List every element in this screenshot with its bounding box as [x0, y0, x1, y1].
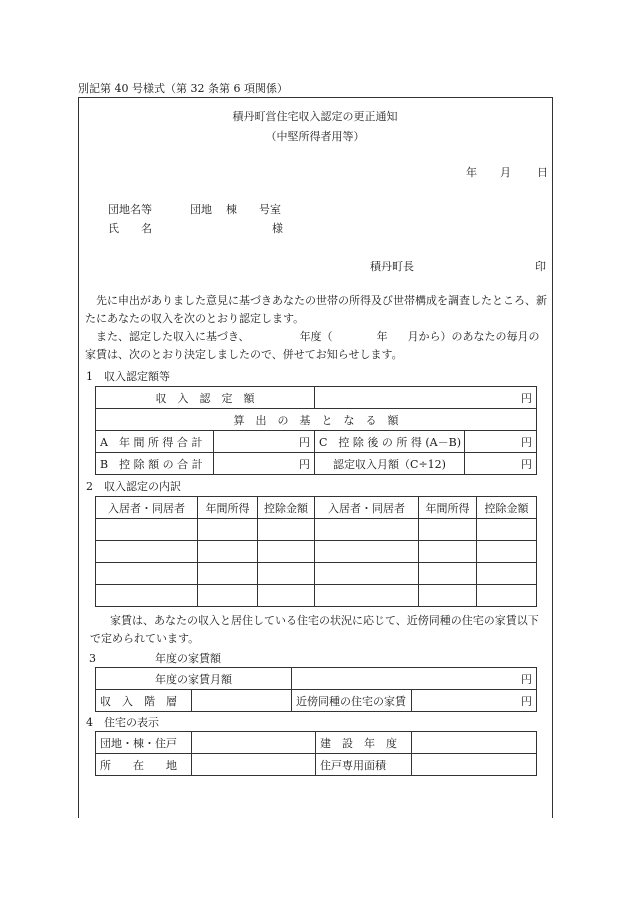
- section4-heading: 4 住宅の表示: [86, 716, 159, 729]
- deduction-total-yen: 円: [214, 453, 315, 475]
- breakdown-table: [95, 496, 537, 607]
- room-label: 号室: [259, 203, 281, 216]
- table-row: [96, 519, 537, 541]
- location-value: [192, 754, 316, 776]
- paragraph-rent: また、認定した収入に基づき、 年度（ 年 月から）のあなたの毎月の家賃は、次のとおり決定しましたので、併せてお知らせします。: [85, 330, 540, 361]
- date-year: 年: [466, 166, 477, 179]
- location-label: 所 在 地: [96, 754, 192, 776]
- column-header: 年間所得: [419, 497, 477, 519]
- rent-note: 家賃は、あなたの収入と居住している住宅の状況に応じて、近傍同種の住宅の家賃以下で定められています。: [90, 614, 539, 645]
- floor-area-label: 住戸専用面積: [316, 754, 412, 776]
- column-header: 入居者・同居者: [315, 497, 419, 519]
- monthly-rent-label: 年度の家賃月額: [96, 668, 292, 690]
- floor-area-value: [412, 754, 537, 776]
- complex-suffix: 団地: [190, 203, 212, 216]
- income-table: [95, 386, 537, 475]
- basis-label: 算 出 の 基 と な る 額: [96, 409, 537, 431]
- table-row: [96, 585, 537, 607]
- annual-income-label: A 年 間 所 得 合 計: [96, 431, 214, 453]
- column-header: 控除金額: [477, 497, 537, 519]
- complex-label: 団地名等: [108, 203, 152, 216]
- date-day: 日: [537, 166, 548, 179]
- document-subtitle: （中堅所得者用等）: [265, 130, 365, 143]
- seal-mark: 印: [535, 260, 546, 273]
- unit-label: 団地・棟・住戸: [96, 732, 192, 754]
- after-deduction-label: C 控 除 後 の 所 得 (A－B): [315, 431, 465, 453]
- name-label: 氏 名: [108, 222, 152, 235]
- annual-income-yen: 円: [214, 431, 315, 453]
- column-header: 入居者・同居者: [96, 497, 198, 519]
- date-month: 月: [500, 166, 511, 179]
- section2-heading: 2 収入認定の内訳: [86, 480, 181, 493]
- built-year-value: [412, 732, 537, 754]
- monthly-rent-yen: 円: [292, 668, 537, 690]
- certified-amount-label: 収 入 認 定 額: [96, 387, 315, 409]
- document-title: 積丹町営住宅収入認定の更正通知: [232, 110, 398, 123]
- breakdown-header-row: [96, 497, 537, 519]
- section3-number: 3: [89, 652, 96, 665]
- unit-value: [192, 732, 316, 754]
- section1-heading: 1 収入認定額等: [86, 370, 170, 383]
- income-class-value: [192, 690, 292, 712]
- built-year-label: 建 設 年 度: [316, 732, 412, 754]
- table-row: [96, 541, 537, 563]
- honorific: 様: [272, 222, 283, 235]
- issuer-name: 積丹町長: [370, 260, 414, 273]
- nearby-rent-yen: 円: [412, 690, 537, 712]
- deduction-total-label: B 控 除 額 の 合 計: [96, 453, 214, 475]
- paragraph-recognition: 先に申出がありました意見に基づきあなたの世帯の所得及び世帯構成を調査したところ、新たにあなたの収入を次のとおり認定します。: [85, 294, 547, 325]
- monthly-certified-yen: 円: [465, 453, 537, 475]
- nearby-rent-label: 近傍同種の住宅の家賃: [292, 690, 412, 712]
- table-row: [96, 563, 537, 585]
- column-header: 控除金額: [258, 497, 315, 519]
- income-class-label: 収 入 階 層: [96, 690, 192, 712]
- building-label: 棟: [226, 203, 237, 216]
- certified-amount-yen: 円: [315, 387, 537, 409]
- form-number: 別記第 40 号様式（第 32 条第 6 項関係）: [78, 82, 288, 95]
- after-deduction-yen: 円: [465, 431, 537, 453]
- section3-heading: 年度の家賃額: [155, 652, 221, 665]
- column-header: 年間所得: [198, 497, 258, 519]
- rent-table: [95, 667, 537, 712]
- housing-table: [95, 731, 537, 776]
- monthly-certified-label: 認定収入月額（C÷12): [315, 453, 465, 475]
